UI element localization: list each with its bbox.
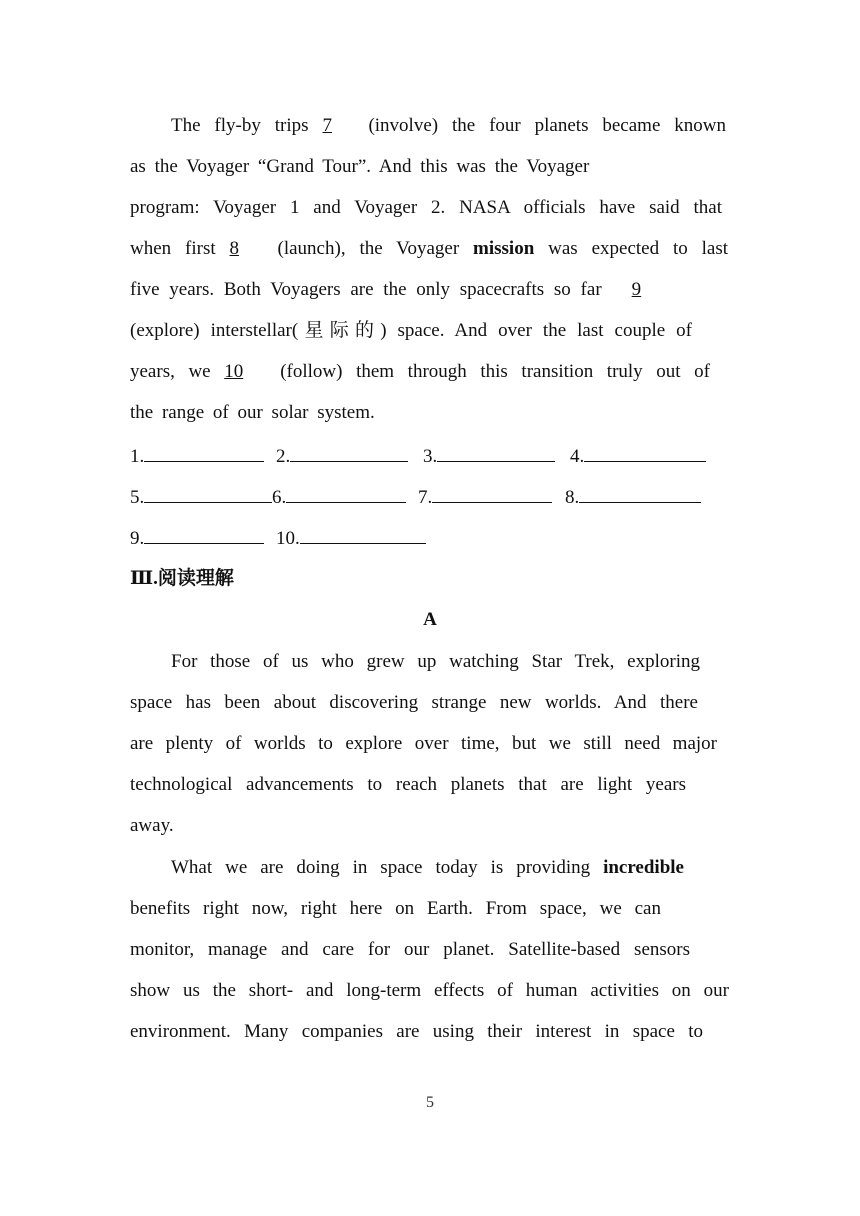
passage-line-5 xyxy=(130,278,700,302)
passage-a-line-4: technological advancements to reach planets that are light years xyxy=(130,774,686,795)
passage-a-line-3: are plenty of worlds to explore over time, but we still need major xyxy=(130,733,717,754)
text-run: The fly-by trips xyxy=(171,115,323,136)
passage-a-line-5: away. xyxy=(130,815,174,836)
passage-a-line-7: benefits right now, right here on Earth. From space, we can xyxy=(130,898,661,919)
bold-word-incredible: incredible xyxy=(603,857,684,878)
passage-line-2: as the Voyager “Grand Tour”. And this was the Voyager xyxy=(130,156,590,177)
answer-blank[interactable] xyxy=(130,484,272,510)
passage-a-line-9: show us the short- and long-term effects of human activities on our xyxy=(130,980,729,1001)
passage-letter: A xyxy=(423,609,437,630)
text-run: (involve) the four planets became known xyxy=(368,115,726,136)
text-run: What we are doing in space today is providing xyxy=(171,857,604,878)
answer-blank[interactable] xyxy=(418,484,552,510)
answer-label: 6. xyxy=(272,487,287,508)
answer-label: 10. xyxy=(276,528,300,549)
answer-blank[interactable] xyxy=(276,443,408,469)
text-run: was expected to last xyxy=(534,238,728,259)
answer-line xyxy=(579,484,701,503)
passage-a-line-10: environment. Many companies are using their interest in space to xyxy=(130,1021,703,1042)
answer-label: 5. xyxy=(130,487,145,508)
answer-line xyxy=(144,525,264,544)
answer-line xyxy=(290,443,408,462)
passage-line-3: program: Voyager 1 and Voyager 2. NASA officials have said that xyxy=(130,197,722,218)
answer-label: 8. xyxy=(565,487,580,508)
text-run: (launch), the Voyager xyxy=(277,238,474,259)
blank-7: 7 xyxy=(322,115,332,136)
blank-9: 9 xyxy=(631,279,642,300)
answer-blank[interactable] xyxy=(276,525,426,551)
answer-line xyxy=(584,443,706,462)
answer-blank[interactable] xyxy=(570,443,706,469)
text-run: when first xyxy=(130,238,230,259)
blank-10: 10 xyxy=(224,361,244,382)
text-run: years, we xyxy=(130,361,225,382)
passage-line-6: (explore) interstellar(星际的) space. And over the last couple of xyxy=(130,320,692,341)
passage-a-line-6 xyxy=(171,856,684,880)
text-run: (follow) them through this transition truly out of xyxy=(280,361,710,382)
answer-line xyxy=(300,525,426,544)
answer-blank[interactable] xyxy=(565,484,701,510)
answer-label: 9. xyxy=(130,528,145,549)
passage-a-line-2: space has been about discovering strange new worlds. And there xyxy=(130,692,698,713)
answer-label: 4. xyxy=(570,446,585,467)
section-heading: Ⅲ.阅读理解 xyxy=(130,568,234,589)
answer-line xyxy=(286,484,406,503)
bold-word-mission: mission xyxy=(473,238,535,259)
answer-line xyxy=(437,443,555,462)
passage-line-7 xyxy=(130,360,710,384)
blank-8: 8 xyxy=(229,238,240,259)
answer-line xyxy=(144,484,272,503)
passage-a-line-1: For those of us who grew up watching Star Trek, exploring xyxy=(171,651,700,672)
passage-line-4 xyxy=(130,237,728,261)
answer-label: 3. xyxy=(423,446,438,467)
answer-blank[interactable] xyxy=(423,443,555,469)
passage-line-8: the range of our solar system. xyxy=(130,402,375,423)
text-run: five years. Both Voyagers are the only spacecrafts so far xyxy=(130,279,612,300)
answer-blank[interactable] xyxy=(130,525,264,551)
answer-line xyxy=(432,484,552,503)
answer-line xyxy=(144,443,264,462)
answer-label: 7. xyxy=(418,487,433,508)
answer-label: 1. xyxy=(130,446,145,467)
page-number: 5 xyxy=(426,1094,434,1111)
answer-label: 2. xyxy=(276,446,291,467)
answer-blank[interactable] xyxy=(130,443,264,469)
passage-line-1 xyxy=(171,114,726,138)
passage-a-line-8: monitor, manage and care for our planet. Satellite-based sensors xyxy=(130,939,690,960)
answer-blank[interactable] xyxy=(272,484,406,510)
